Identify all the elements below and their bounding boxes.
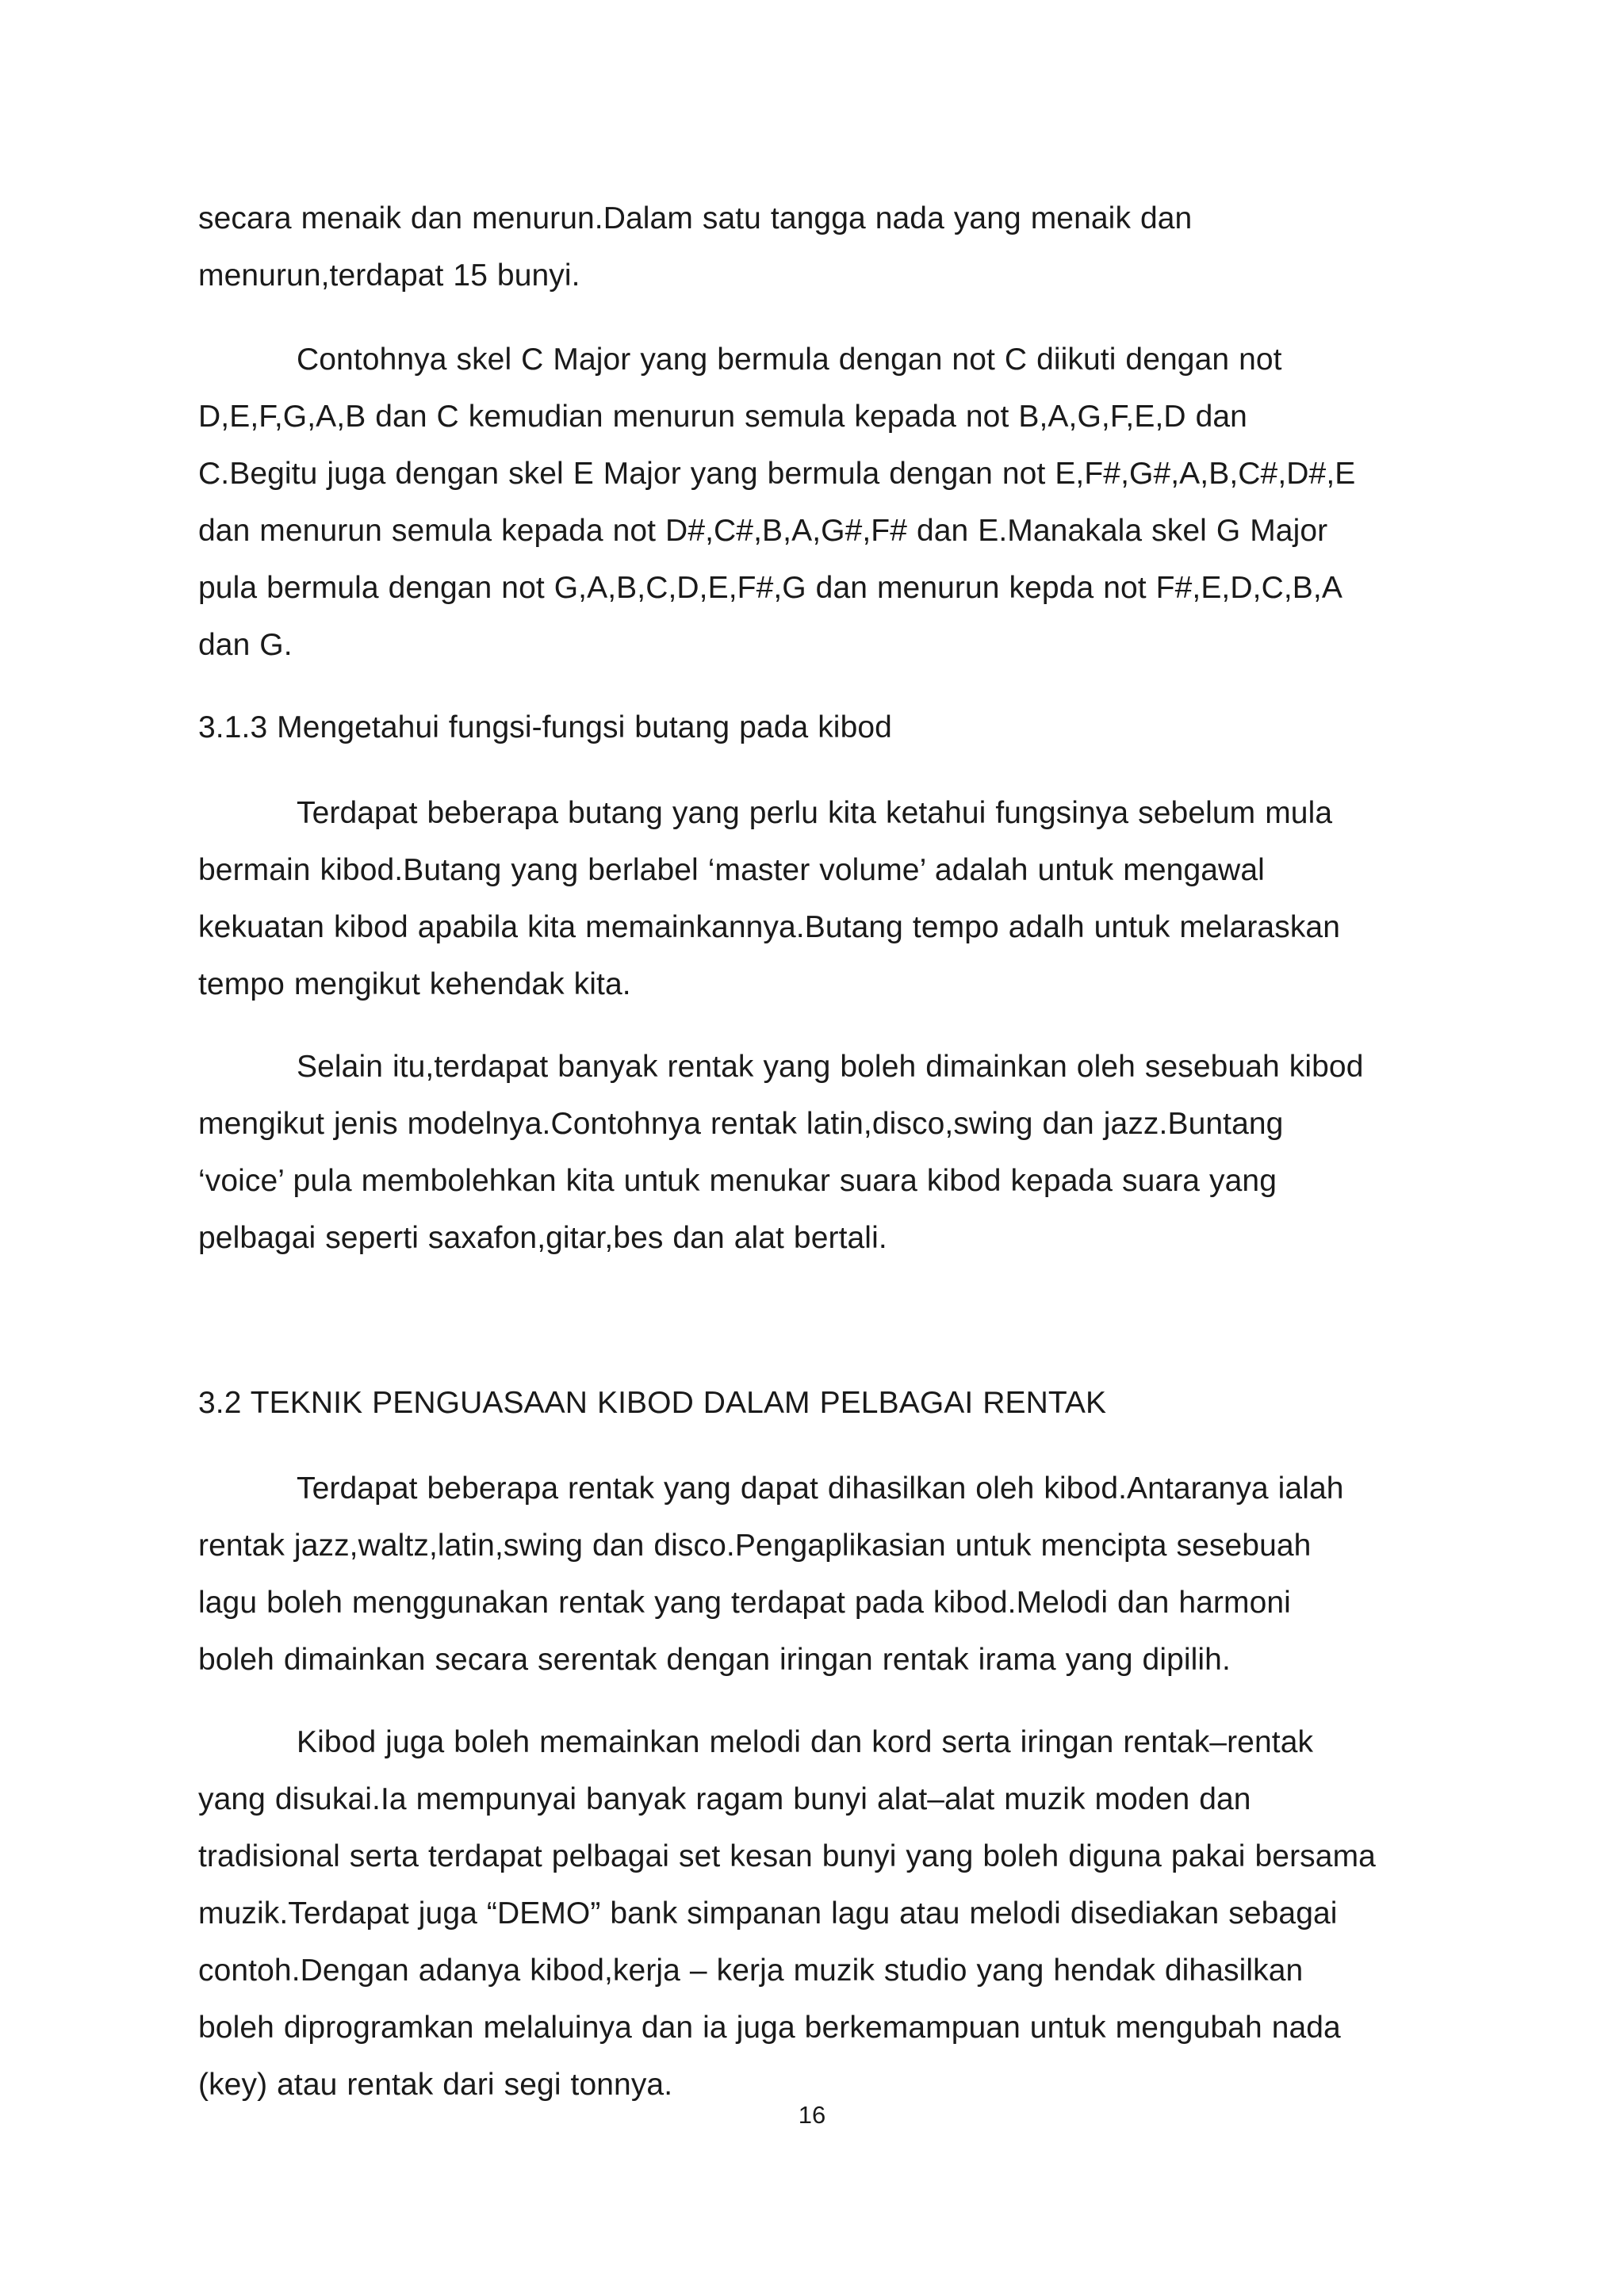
text-line: mengikut jenis modelnya.Contohnya rentak latin,disco,swing dan jazz.Buntang [198,1107,1284,1141]
section-heading: 3.2 TEKNIK PENGUASAAN KIBOD DALAM PELBAGAI RENTAK [198,1386,1107,1420]
text-line: (key) atau rentak dari segi tonnya. [198,2068,673,2102]
text-line: pula bermula dengan not G,A,B,C,D,E,F#,G dan menurun kepda not F#,E,D,C,B,A [198,571,1342,605]
page-number: 16 [798,2101,826,2129]
text-line: pelbagai seperti saxafon,gitar,bes dan alat bertali. [198,1221,887,1255]
text-line: dan G. [198,628,293,662]
text-line: contoh.Dengan adanya kibod,kerja – kerja muzik studio yang hendak dihasilkan [198,1954,1304,1988]
text-line: bermain kibod.Butang yang berlabel ‘master volume’ adalah untuk mengawal [198,853,1265,887]
text-line: lagu boleh menggunakan rentak yang terdapat pada kibod.Melodi dan harmoni [198,1586,1291,1620]
text-line: tradisional serta terdapat pelbagai set kesan bunyi yang boleh diguna pakai bersama [198,1839,1376,1873]
text-line: Selain itu,terdapat banyak rentak yang boleh dimainkan oleh sesebuah kibod [297,1050,1364,1084]
text-line: tempo mengikut kehendak kita. [198,967,631,1001]
text-line: Terdapat beberapa butang yang perlu kita ketahui fungsinya sebelum mula [297,796,1333,830]
text-line: C.Begitu juga dengan skel E Major yang bermula dengan not E,F#,G#,A,B,C#,D#,E [198,457,1356,491]
text-line: rentak jazz,waltz,latin,swing dan disco.Pengaplikasian untuk mencipta sesebuah [198,1529,1312,1563]
paragraph-rhythms-voice [198,1039,1451,1267]
section-heading-3-1-3 [198,699,1451,756]
text-line: yang disukai.Ia mempunyai banyak ragam bunyi alat–alat muzik moden dan [198,1782,1251,1816]
text-line: menurun,terdapat 15 bunyi. [198,258,580,293]
text-line: kekuatan kibod apabila kita memainkannya.Butang tempo adalh untuk melaraskan [198,910,1340,944]
text-line: Contohnya skel C Major yang bermula dengan not C diikuti dengan not [297,342,1282,377]
paragraph-keyboard-capabilities [198,1714,1451,2114]
text-line: boleh diprogramkan melaluinya dan ia juga berkemampuan untuk mengubah nada [198,2011,1341,2045]
text-line: secara menaik dan menurun.Dalam satu tangga nada yang menaik dan [198,201,1193,235]
text-line: dan menurun semula kepada not D#,C#,B,A,G#,F# dan E.Manakala skel G Major [198,514,1328,548]
text-line: Terdapat beberapa rentak yang dapat dihasilkan oleh kibod.Antaranya ialah [297,1471,1344,1506]
paragraph-buttons [198,785,1451,1013]
section-heading: 3.1.3 Mengetahui fungsi-fungsi butang pada kibod [198,710,892,744]
paragraph-continuation [198,190,1451,304]
text-line: Kibod juga boleh memainkan melodi dan kord serta iringan rentak–rentak [297,1725,1314,1759]
text-line: muzik.Terdapat juga “DEMO” bank simpanan lagu atau melodi disediakan sebagai [198,1896,1338,1931]
section-heading-3-2 [198,1375,1451,1432]
text-line: ‘voice’ pula membolehkan kita untuk menukar suara kibod kepada suara yang [198,1164,1277,1198]
text-line: D,E,F,G,A,B dan C kemudian menurun semula kepada not B,A,G,F,E,D dan [198,400,1247,434]
paragraph-rhythm-techniques [198,1460,1451,1689]
paragraph-scale-examples [198,331,1451,674]
text-line: boleh dimainkan secara serentak dengan iringan rentak irama yang dipilih. [198,1643,1231,1677]
